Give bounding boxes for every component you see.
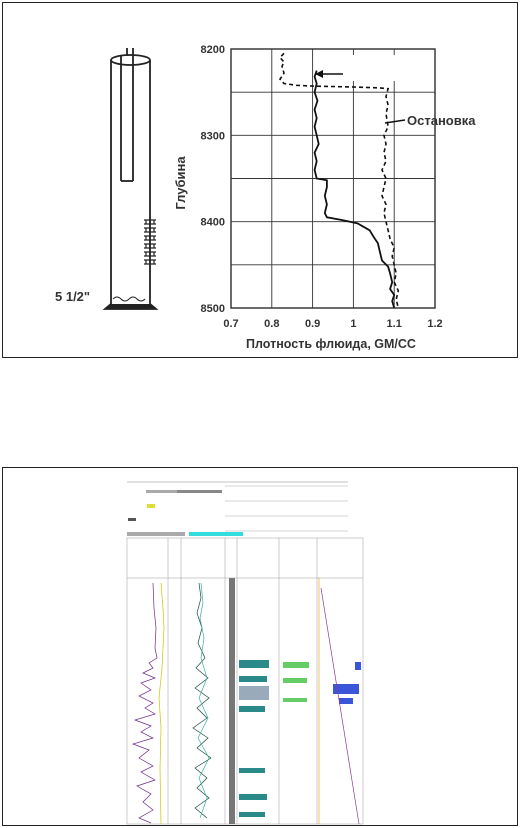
perforation bbox=[144, 236, 156, 240]
stop-label: Остановка bbox=[407, 113, 476, 128]
density-chart bbox=[3, 3, 519, 359]
y-axis-label: Глубина bbox=[173, 156, 188, 210]
series-lines bbox=[280, 53, 398, 308]
x-tick-label: 1.2 bbox=[427, 318, 443, 330]
perforation bbox=[144, 228, 156, 232]
log-header bbox=[127, 482, 348, 536]
series-line-solid bbox=[315, 71, 395, 308]
series-line-dashed bbox=[280, 53, 398, 308]
well-log-panel bbox=[2, 467, 518, 826]
x-tick-label: 0.8 bbox=[264, 318, 280, 330]
track-2-curves bbox=[193, 583, 211, 818]
label-mask bbox=[329, 55, 415, 81]
y-tick-label: 8200 bbox=[200, 44, 225, 56]
perforation bbox=[144, 244, 156, 248]
y-tick-label: 8500 bbox=[200, 303, 225, 315]
x-tick-labels bbox=[223, 318, 442, 330]
perforation bbox=[144, 220, 156, 224]
y-tick-label: 8400 bbox=[200, 216, 225, 229]
stop-annotation bbox=[315, 55, 476, 128]
plot-grid bbox=[231, 49, 435, 308]
y-tick-label: 8300 bbox=[200, 130, 225, 143]
well-schematic bbox=[105, 48, 156, 309]
x-tick-label: 0.7 bbox=[223, 318, 239, 330]
depth-column bbox=[229, 578, 235, 824]
perforation bbox=[144, 252, 156, 256]
well-log-figure bbox=[3, 468, 519, 827]
perforation bbox=[144, 260, 156, 264]
x-tick-label: 0.9 bbox=[304, 318, 321, 330]
x-tick-label: 1.1 bbox=[386, 318, 402, 330]
track-1-curves bbox=[133, 583, 164, 824]
density-chart-panel bbox=[2, 2, 518, 358]
y-tick-labels bbox=[201, 44, 225, 315]
track-4 bbox=[319, 578, 361, 824]
x-tick-label: 1 bbox=[350, 318, 357, 330]
track-3-fill bbox=[239, 660, 309, 817]
casing-size-label: 5 1/2" bbox=[55, 289, 91, 304]
x-axis-label: Плотность флюида, GM/CC bbox=[246, 337, 416, 351]
